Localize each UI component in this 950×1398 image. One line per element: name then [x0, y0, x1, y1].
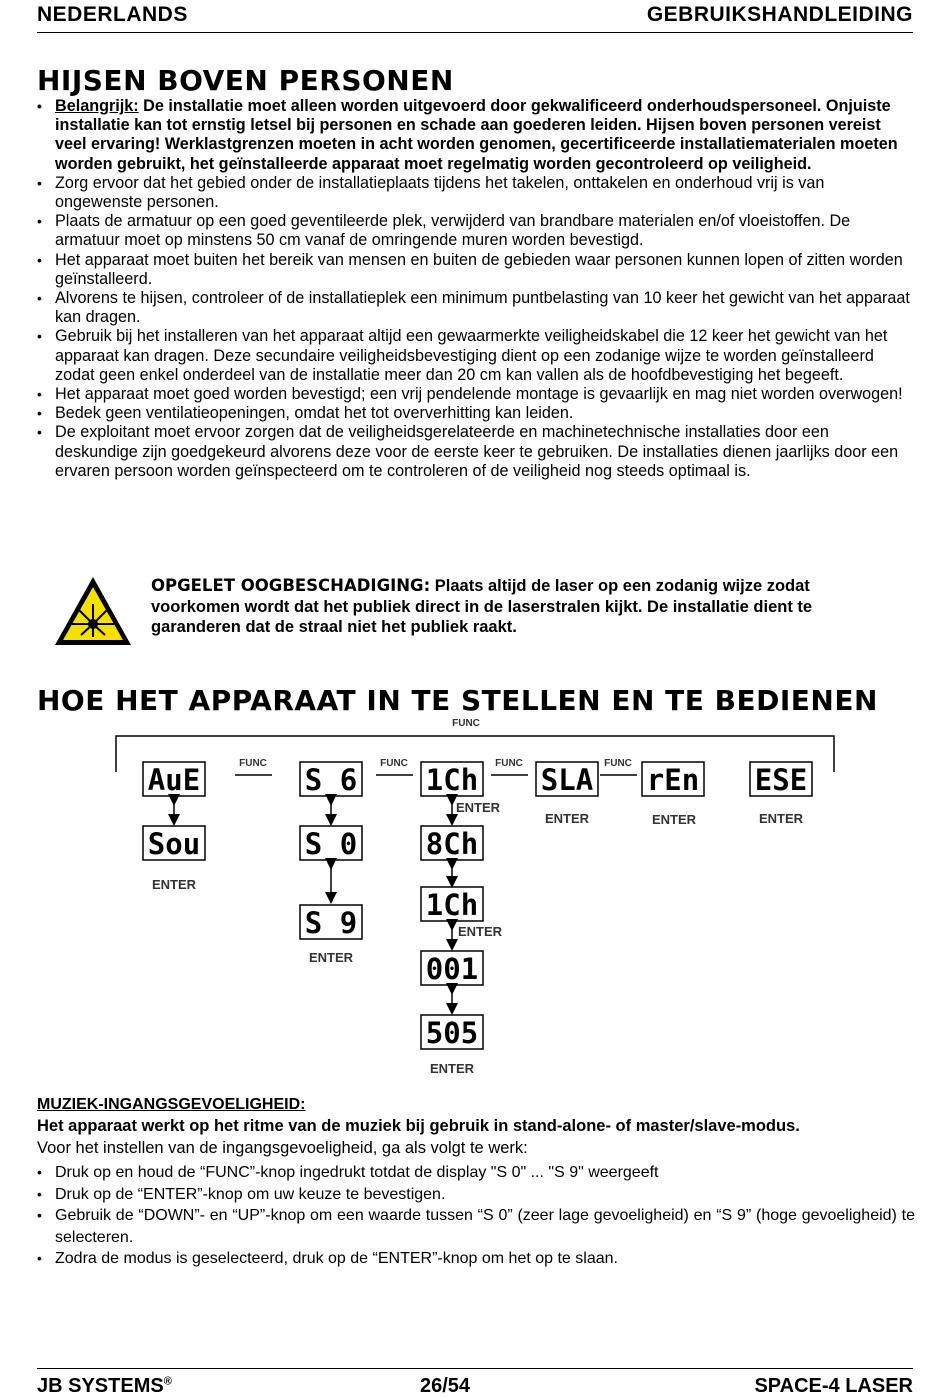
header-doc-type: GEBRUIKSHANDLEIDING — [646, 3, 913, 26]
func-label: FUNC — [239, 758, 267, 769]
svg-text:ESE: ESE — [754, 763, 808, 797]
list-item: • Het apparaat moet buiten het bereik van mensen en buiten de gebieden waar personen kunnen lopen of zitten worden geïnstalleerd. — [37, 251, 915, 289]
svg-text:1Ch: 1Ch — [425, 888, 479, 922]
func-label: FUNC — [495, 758, 523, 769]
menu-flow-diagram — [110, 712, 840, 1082]
display-auto — [143, 762, 205, 797]
footer-brand: JB SYSTEMS® — [37, 1375, 172, 1397]
svg-text:8Ch: 8Ch — [425, 827, 479, 861]
display-s9 — [300, 905, 362, 940]
list-item: • Bedek geen ventilatieopeningen, omdat het tot oververhitting kan leiden. — [37, 404, 915, 423]
svg-text:505: 505 — [425, 1016, 479, 1050]
enter-label: ENTER — [151, 877, 197, 892]
list-item: • Zodra de modus is geselecteerd, druk op de “ENTER”-knop om het op te slaan. — [37, 1248, 915, 1270]
warning-title: OPGELET OOGBESCHADIGING: — [151, 576, 431, 595]
important-label: Belangrijk: — [55, 97, 139, 115]
svg-text:1Ch: 1Ch — [425, 763, 479, 797]
warning-text: Plaats altijd de laser op een zodanig wijze zodat voorkomen wordt dat het publiek direct in de laserstralen kijkt. De installatie dient te garanderen dat de straal niet het publiek raakt. — [151, 577, 813, 636]
func-label: FUNC — [380, 758, 408, 769]
display-sound-mode — [143, 826, 205, 861]
list-item: • Gebruik bij het installeren van het apparaat altijd een gewaarmerkte veiligheidskabel die 12 keer het gewicht van het apparaat kan dragen. Deze secundaire veiligheidsbevestiging dient op een zodanige wijze te worden geïnstalleerd zodat geen enkel onderdeel van de installatie meer dan 20 cm kan vallen als de hoofdbevestiging het begeeft. — [37, 327, 915, 385]
func-label: FUNC — [604, 758, 632, 769]
enter-label: ENTER — [457, 924, 503, 939]
display-remote — [642, 762, 704, 797]
list-item: • Zorg ervoor dat het gebied onder de installatieplaats tijdens het takelen, onttakelen en onderhoud vrij is van ongewenste personen. — [37, 174, 915, 212]
music-bold-line: Het apparaat werkt op het ritme van de muziek bij gebruik in stand-alone- of master/slave-modus. — [37, 1117, 800, 1135]
display-1ch — [421, 887, 483, 922]
display-8ch — [421, 826, 483, 861]
enter-label: ENTER — [308, 950, 354, 965]
svg-text:S 0: S 0 — [304, 827, 358, 861]
list-item: • Belangrijk: De installatie moet alleen worden uitgevoerd door gekwalificeerd onderhoudspersoneel. Onjuiste installatie kan tot ernstig letsel bij personen en schade aan goederen leiden. Hijsen boven personen vereist veel ervaring! Werklastgrenzen moeten in acht worden genomen, gecertificeerde installatiematerialen moeten worden gebruikt, het geïnstalleerde apparaat moet regelmatig worden gecontroleerd op veiligheid. — [37, 97, 915, 174]
svg-text:SLA: SLA — [540, 763, 594, 797]
enter-label: ENTER — [758, 811, 804, 826]
page-header — [37, 0, 913, 33]
svg-text:S 6: S 6 — [304, 763, 358, 797]
display-sound — [300, 762, 362, 797]
display-s0 — [300, 826, 362, 861]
page-footer — [37, 1368, 913, 1398]
hoisting-bullet-list — [37, 97, 915, 481]
display-slave — [536, 762, 598, 797]
svg-text:AuE: AuE — [147, 763, 201, 797]
enter-label: ENTER — [544, 811, 590, 826]
list-item: • Plaats de armatuur op een goed geventileerde plek, verwijderd van brandbare materialen en/of vloeistoffen. De armatuur moet op minstens 50 cm vanaf de omringende muren worden bevestigd. — [37, 212, 915, 250]
eye-damage-warning — [151, 576, 891, 638]
list-item: • De exploitant moet ervoor zorgen dat de veiligheidsgerelateerde en machinetechnische installaties door een deskundige zijn goedgekeurd alvorens deze voor de eerste keer te gebruiken. De installaties dienen jaarlijks door een ervaren persoon worden geïnspecteerd om te controleren of de veiligheid nog steeds optimaal is. — [37, 423, 915, 481]
page-number: 26/54 — [420, 1375, 471, 1397]
func-label: FUNC — [452, 718, 480, 729]
music-steps-list — [37, 1162, 915, 1270]
list-item: • Gebruik de “DOWN”- en “UP”-knop om een waarde tussen “S 0” (zeer lage gevoeligheid) en “S 9” (hoge gevoeligheid) te selecteren. — [37, 1205, 915, 1248]
enter-label: ENTER — [651, 812, 697, 827]
laser-warning-icon — [52, 574, 134, 648]
display-test — [750, 762, 812, 797]
enter-label: ENTER — [455, 800, 501, 815]
list-item: • Druk op en houd de “FUNC”-knop ingedrukt totdat de display "S 0" ... "S 9" weergeeft — [37, 1162, 915, 1184]
svg-text:S 9: S 9 — [304, 906, 358, 940]
svg-text:rEn: rEn — [646, 763, 700, 797]
section-title-hoisting: HIJSEN BOVEN PERSONEN — [37, 64, 454, 97]
list-item: • Druk op de “ENTER”-knop om uw keuze te bevestigen. — [37, 1184, 915, 1206]
footer-product: SPACE-4 LASER — [754, 1375, 913, 1397]
svg-text:001: 001 — [425, 952, 479, 986]
list-item: • Alvorens te hijsen, controleer of de installatieplek een minimum puntbelasting van 10 keer het gewicht van het apparaat kan dragen. — [37, 289, 915, 327]
display-address — [421, 951, 483, 986]
music-sensitivity-heading: MUZIEK-INGANGSGEVOELIGHEID: — [37, 1096, 306, 1113]
music-intro: Voor het instellen van de ingangsgevoeligheid, ga als volgt te werk: — [37, 1139, 528, 1157]
display-channel — [421, 762, 483, 797]
display-505 — [421, 1015, 483, 1050]
list-item: • Het apparaat moet goed worden bevestigd; een vrij pendelende montage is gevaarlijk en mag niet worden overwogen! — [37, 385, 915, 404]
svg-text:Sou: Sou — [147, 827, 201, 861]
section-title-setup: HOE HET APPARAAT IN TE STELLEN EN TE BEDIENEN — [37, 684, 878, 717]
enter-label: ENTER — [429, 1061, 475, 1076]
header-language: NEDERLANDS — [37, 3, 188, 26]
